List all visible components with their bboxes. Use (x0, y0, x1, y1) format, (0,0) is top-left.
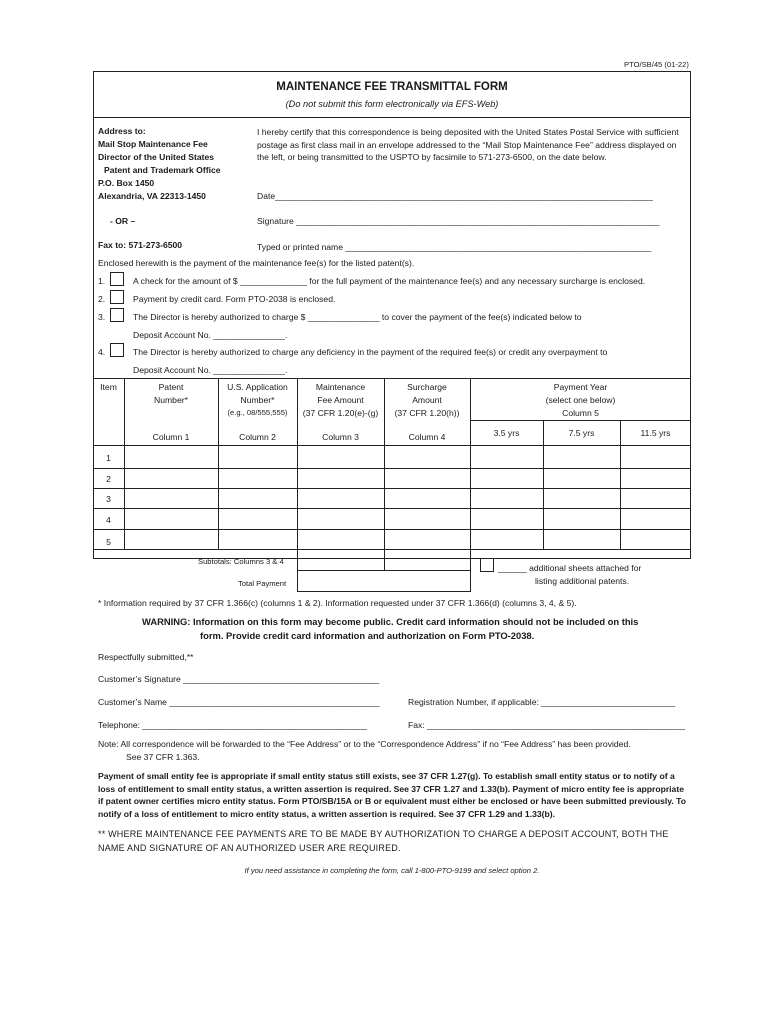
col-app-header: (e.g., 08/555,555) (227, 408, 288, 417)
table-row-number: 5 (106, 537, 111, 547)
col-patent-header: Patent (158, 382, 184, 392)
correspondence-note: Note: All correspondence will be forwarded to the “Fee Address” or to the “Correspondence Address” if no “Fee Address” has been provided. (98, 739, 631, 749)
warning-line-2: form. Provide credit card information and authorization on Form PTO-2038. (200, 630, 535, 641)
deposit-authorization-note: ** WHERE MAINTENANCE FEE PAYMENTS ARE TO BE MADE BY AUTHORIZATION TO CHARGE A DEPOSIT ACCOUNT, BOTH THE NAME AND SIGNATURE OF AN AUTHORIZED USER ARE REQUIRED. (98, 829, 669, 853)
form-id: PTO/SB/45 (01-22) (624, 60, 689, 69)
small-entity-paragraph: Payment of small entity fee is appropriate if small entity status still exists, see 37 CFR 1.27(g). To establish small entity status or to notify of a loss of entitlement to small entity status, a written assertion is required. See 37 CFR 1.27 and 1.33(b). Payment of micro entity fee is appropriate if patent owner certifies micro entity status. Form PTO/SB/15A or B or equivalent must either be enclosed or have been submitted previously. To notify of a loss of entitlement to micro entity status, a written assertion is required. See 37 CFR 1.29 and 1.33(b). (98, 771, 687, 820)
col-year-header: Payment Year (553, 382, 608, 392)
option-1-checkbox[interactable] (110, 272, 124, 286)
year-option-11-5[interactable]: 11.5 yrs (640, 428, 671, 438)
option-number: 4. (98, 347, 106, 357)
subtotal-col3-field[interactable] (297, 549, 385, 571)
table-row-number: 3 (106, 494, 111, 504)
option-4-checkbox[interactable] (110, 343, 124, 357)
table-row-number: 2 (106, 474, 111, 484)
col-fee-header: Fee Amount (317, 395, 364, 405)
correspondence-note-ref: See 37 CFR 1.363. (126, 752, 200, 762)
option-2-checkbox[interactable] (110, 290, 124, 304)
additional-sheets-text: ______ additional sheets attached for (498, 563, 642, 573)
option-4-text: The Director is hereby authorized to charge any deficiency in the payment of the required fee(s) or credit any overpayment to (133, 347, 608, 357)
address-line: Director of the United States (98, 152, 215, 162)
col-year-header: Column 5 (562, 408, 599, 418)
typed-name-field[interactable]: Typed or printed name ________________________________________________________________ (257, 242, 652, 252)
total-payment-label: Total Payment (238, 579, 287, 588)
info-required-note: * Information required by 37 CFR 1.366(c) (columns 1 & 2). Information requested under 37 CFR 1.366(d) (columns 3, 4, & 5). (98, 598, 577, 608)
telephone-field[interactable]: Telephone: _______________________________________________ (98, 720, 368, 730)
form-title: MAINTENANCE FEE TRANSMITTAL FORM (276, 81, 508, 93)
subtotal-col4-field[interactable] (384, 549, 471, 571)
enclosed-text: Enclosed herewith is the payment of the maintenance fee(s) for the listed patent(s). (98, 258, 415, 268)
year-option-3-5[interactable]: 3.5 yrs (493, 428, 520, 438)
option-number: 2. (98, 294, 106, 304)
col-surcharge-header: Amount (412, 395, 442, 405)
column-label: Column 3 (322, 432, 359, 442)
registration-number-field[interactable]: Registration Number, if applicable: ____________________________ (408, 697, 676, 707)
signature-field[interactable]: Signature ____________________________________________________________________________ (257, 216, 660, 226)
option-3-text: The Director is hereby authorized to charge $ _______________ to cover the payment of the fee(s) indicated below to (133, 312, 582, 322)
column-label: Column 1 (152, 432, 190, 442)
table-row-number: 4 (106, 515, 111, 525)
col-year-header: (select one below) (545, 395, 616, 405)
or-text: - OR – (110, 216, 136, 226)
total-payment-field[interactable] (297, 570, 471, 592)
address-heading: Address to: (98, 126, 146, 136)
col-fee-header: Maintenance (315, 382, 366, 392)
title-divider (93, 117, 691, 118)
option-1-text: A check for the amount of $ ______________ for the full payment of the maintenance fee(s) and any necessary surcharge is enclosed. (133, 276, 646, 286)
customer-signature-field[interactable]: Customer’s Signature _________________________________________ (98, 674, 380, 684)
col-item-header: Item (100, 382, 117, 392)
col-surcharge-header: (37 CFR 1.20(h)) (394, 408, 460, 418)
column-label: Column 2 (239, 432, 276, 442)
assistance-note: If you need assistance in completing the form, call 1-800-PTO-9199 and select option 2. (244, 866, 540, 875)
additional-sheets-text: listing additional patents. (535, 576, 630, 586)
warning-line-1: WARNING: Information on this form may become public. Credit card information should not be included on this (142, 616, 639, 627)
fax-field[interactable]: Fax: ______________________________________________________ (408, 720, 686, 730)
col-app-header: Number* (240, 395, 275, 405)
option-3-checkbox[interactable] (110, 308, 124, 322)
date-field[interactable]: Date_______________________________________________________________________________ (257, 191, 653, 201)
option-4-deposit-account[interactable]: Deposit Account No. _______________. (133, 365, 288, 375)
address-line: Alexandria, VA 22313-1450 (98, 191, 206, 201)
col-fee-header: (37 CFR 1.20(e)-(g) (302, 408, 379, 418)
fax-address: Fax to: 571-273-6500 (98, 240, 183, 250)
address-line: P.O. Box 1450 (98, 178, 155, 188)
additional-sheets-checkbox[interactable] (480, 558, 494, 572)
year-option-7-5[interactable]: 7.5 yrs (568, 428, 595, 438)
address-line: Mail Stop Maintenance Fee (98, 139, 208, 149)
option-number: 1. (98, 276, 106, 286)
table-row-number: 1 (106, 453, 111, 463)
col-app-header: U.S. Application (227, 382, 288, 392)
option-3-deposit-account[interactable]: Deposit Account No. _______________. (133, 330, 288, 340)
col-patent-header: Number* (154, 395, 188, 405)
column-label: Column 4 (408, 432, 446, 442)
certification-text: I hereby certify that this correspondence is being deposited with the United States Postal Service with sufficient postage as first class mail in an envelope addressed to the “Mail Stop Maintenance Fee” address displayed on the left, or being transmitted to the USPTO by facsimile to 571-273-6500, on the date below. (257, 127, 679, 162)
form-subtitle: (Do not submit this form electronically via EFS-Web) (285, 99, 499, 109)
option-number: 3. (98, 312, 106, 322)
option-2-text: Payment by credit card. Form PTO-2038 is enclosed. (133, 294, 336, 304)
address-line: Patent and Trademark Office (104, 165, 221, 175)
col-surcharge-header: Surcharge (407, 382, 447, 392)
customer-name-field[interactable]: Customer’s Name ____________________________________________ (98, 697, 380, 707)
subtotals-label: Subtotals: Columns 3 & 4 (198, 557, 284, 566)
respectfully-submitted: Respectfully submitted,** (98, 652, 194, 662)
